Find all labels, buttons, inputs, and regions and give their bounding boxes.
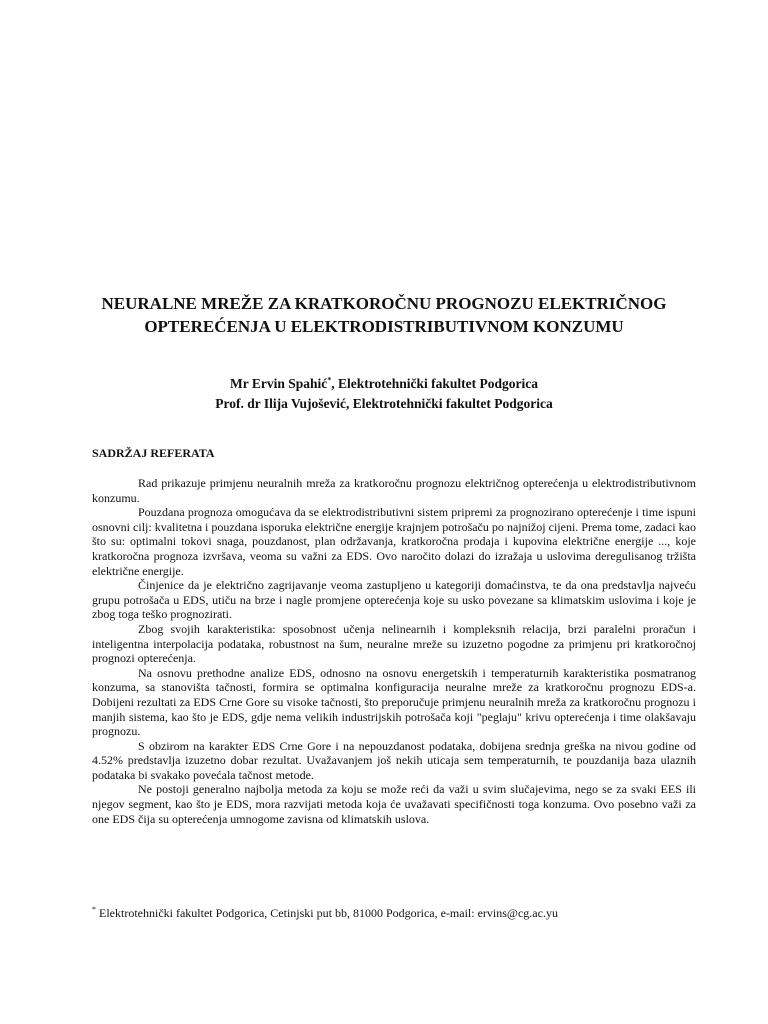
section-heading: SADRŽAJ REFERATA — [92, 446, 215, 460]
author-2: Prof. dr Ilija Vujošević, Elektrotehnički fakultet Podgorica — [215, 396, 553, 411]
footnote-text: Elektrotehnički fakultet Podgorica, Cetinjski put bb, 81000 Podgorica, e-mail: ervins@cg.ac.yu — [96, 906, 558, 920]
paragraph: Zbog svojih karakteristika: sposobnost učenja nelinearnih i kompleksnih relacija, brzi paralelni proračun i inteligentna interpolacija podataka, robustnost na šum, neuralne mreže su izuzetno pogodne za primjenu pri kratkoročnoj prognozi opterećenja. — [92, 621, 696, 666]
paragraph: Činjenice da je električno zagrijavanje veoma zastupljeno u kategoriji domaćinstva, te da ona predstavlja najveću grupu potrošača u EDS, utiču na brze i nagle promjene opterećenja koje su usko povezane sa klimatskim uslovima i koje je zbog toga teško prognozirati. — [92, 578, 696, 622]
author-1-affiliation: , Elektrotehnički fakultet Podgorica — [331, 376, 538, 391]
paragraph: Rad prikazuje primjenu neuralnih mreža za kratkoročnu prognozu električnog opterećenja u elektrodistributivnom konzumu. — [92, 476, 696, 505]
paragraph: S obzirom na karakter EDS Crne Gore i na nepouzdanost podataka, dobijena srednja greška na nivou godine od 4.52% predstavlja izuzetno dobar rezultat. Uvažavanjem još nekih uticaja sem temperaturnih, te pouzdanija baza ulaznih podataka bi svakako povećala tačnost metode. — [92, 738, 696, 782]
footnote-mark: * — [92, 905, 96, 914]
author-block — [60, 374, 708, 414]
paper-title — [60, 292, 708, 338]
footnote — [92, 906, 702, 920]
author-1-name: Mr Ervin Spahić — [229, 376, 328, 391]
abstract-body — [92, 476, 696, 826]
paragraph: Na osnovu prethodne analize EDS, odnosno na osnovu energetskih i temperaturnih karakteristika posmatranog konzuma, sa stanovišta tačnosti, formira se optimalna konfiguracija neuralne mreže za kratkoročnu prognozu EDS-a. Dobijeni rezultati za EDS Crne Gore su visoke tačnosti, što preporučuje primjenu neuralnih mreža za kratkoročnu prognozu i manjih sistema, kao što je EDS, gdje nema velikih industrijskih potrošača koji "peglaju" krivu opterećenja i time olakšavaju prognozu. — [92, 665, 696, 739]
paper-title-line-2: OPTEREĆENJA U ELEKTRODISTRIBUTIVNOM KONZUMU — [144, 317, 624, 336]
paragraph: Pouzdana prognoza omogućava da se elektrodistributivni sistem pripremi za prognozirano opterećenje i time ispuni osnovni cilj: kvalitetna i pouzdana isporuka električne energije krajnjem potrošaču po najnižoj cijeni. Prema tome, zadaci kao što su: optimalni tokovi snaga, pouzdanost, plan održavanja, kratkoročna prodaja i kupovina električne energije ..., koje kratkoročna prognoza izvršava, veoma su važni za EDS. Ovo naročito dolazi do izražaja u uslovima deregulisanog tržišta električne energije. — [92, 505, 696, 578]
paper-title-line-1: NEURALNE MREŽE ZA KRATKOROČNU PROGNOZU ELEKTRIČNOG — [101, 294, 667, 313]
paragraph: Ne postoji generalno najbolja metoda za koju se može reći da važi u svim slučajevima, nego se za svaki EES ili njegov segment, kao što je EDS, mora razvijati metoda koja će uvažavati specifičnosti toga konzuma. Ovo posebno važi za one EDS čija su opterećenja umnogome zavisna od klimatskih uslova. — [92, 782, 696, 826]
footnote-marker: * — [327, 375, 332, 385]
author-1 — [60, 374, 708, 394]
